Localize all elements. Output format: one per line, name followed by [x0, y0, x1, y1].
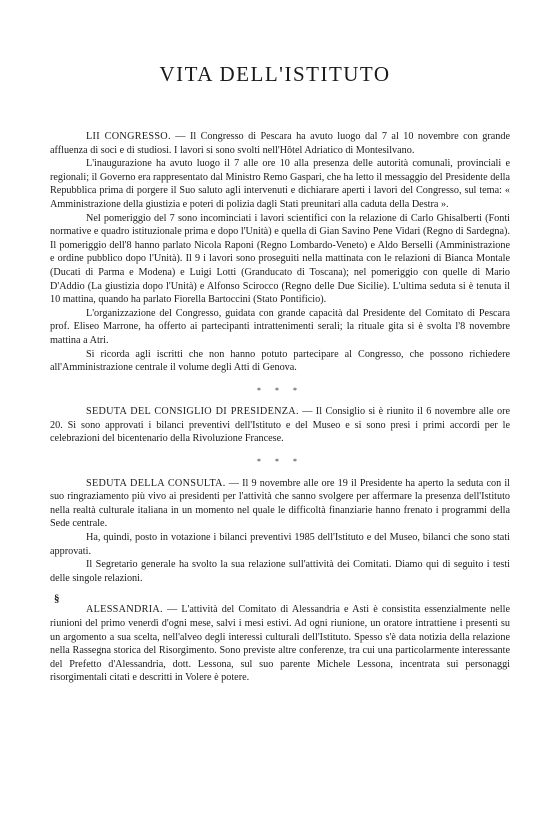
congresso-paragraph-1: [50, 130, 510, 157]
alessandria-paragraph: [50, 603, 510, 685]
congresso-heading: LII CONGRESSO.: [86, 131, 171, 142]
presidenza-text: — Il Consiglio si è riunito il 6 novembre alle ore 20. Si sono approvati i bilanci preventivi dell'Istituto e del Museo e si sono presi i primi accordi per le celebrazioni del bicentenario della Rivoluzione Francese.: [50, 406, 510, 445]
congresso-paragraph-3: Nel pomeriggio del 7 sono incominciati i lavori scientifici con la relazione di Carlo Ghisalberti (Fonti normative e quadro istituzionale prima e dopo l'Unità) e quella di Gian Savino Pene Vidari (Regno di Sardegna). Il pomeriggio dell'8 hanno parlato Nicola Raponi (Regno Lombardo-Veneto) e Aldo Berselli (Amministrazione e ordine pubblico dopo l'Unità). Il 9 i lavori sono proseguiti nella mattinata con le relazioni di Bianca Montale (Ducati di Parma e Modena) e Luigi Lotti (Granducato di Toscana); nel pomeriggio con quelle di Mario D'Addio (La giustizia dopo l'Unità) e Alfonso Scirocco (Regno delle Due Sicilie). L'ultima seduta si è tenuta il 10 mattina, quando ha parlato Fiorella Bartoccini (Stato Pontificio).: [50, 212, 510, 306]
presidenza-heading: SEDUTA DEL CONSIGLIO DI PRESIDENZA.: [86, 406, 299, 418]
section-mark: §: [54, 593, 60, 606]
consulta-paragraph-2: Ha, quindi, posto in votazione i bilanci preventivi 1985 dell'Istituto e del Museo, bilanci che sono stati approvati.: [50, 532, 510, 557]
congresso-paragraph-4: L'organizzazione del Congresso, guidata con grande capacità dal Presidente del Comitato di Pescara prof. Eliseo Marrone, ha offerto ai partecipanti intrattenimenti serali; la rituale gita si è svolta l'8 novembre mattina a Atri.: [50, 307, 510, 346]
congresso-text: — Il Congresso di Pescara ha avuto luogo dal 7 al 10 novembre con grande affluenza di soci e di studiosi. I lavori si sono svolti nell'Hôtel Adriatico di Montesilvano.: [50, 131, 511, 156]
document-body: [50, 130, 510, 685]
consulta-heading: SEDUTA DELLA CONSULTA.: [86, 477, 226, 489]
congresso-paragraph-5: Si ricorda agli iscritti che non hanno potuto partecipare al Congresso, che possono richiedere all'Amministrazione centrale il volume degli Atti di Genova.: [50, 348, 510, 374]
congresso-paragraph-2: L'inaugurazione ha avuto luogo il 7 alle ore 10 alla presenza delle autorità comunali, provinciali e regionali; il Governo era rappresentato dal Ministro Remo Gaspari, che ha letto il messaggio del Presidente della Repubblica prima di porgere il Suo saluto agli intervenuti e dichiarare aperti i lavori del Congresso, sul tema: « Amministrazione della giustizia e poteri di polizia dagli Stati preunitari alla caduta della Destra ».: [50, 158, 510, 210]
alessandria-heading: ALESSANDRIA.: [86, 604, 163, 616]
consulta-paragraph-3: Il Segretario generale ha svolto la sua relazione sull'attività dei Comitati. Diamo qui di seguito i testi delle singole relazioni.: [50, 559, 510, 584]
presidenza-paragraph: [50, 405, 510, 446]
alessandria-text: — L'attività del Comitato di Alessandria e Asti è consistita essenzialmente nelle riunioni del primo venerdì d'ogni mese, salvi i mesi estivi. Ad ogni riunione, un oratore intrattiene i presenti su un argomento a sua scelta, nell'alveo degli interessi culturali dell'Istituto. Spesso s'è data notizia della relazione nella Rassegna storica del Risorgimento. Sono previste altre conferenze, tra cui una particolarmente interessante del Prefetto d'Alessandria, dott. Lessona, sul suo parente Michele Lessona, incentrata sui personaggi risorgimentali citati e descritti in Volere è potere.: [50, 604, 510, 684]
page-title: VITA DELL'ISTITUTO: [159, 62, 391, 86]
consulta-paragraph-1: [50, 477, 510, 531]
section-separator-2: * * *: [257, 457, 303, 467]
consulta-text: — Il 9 novembre alle ore 19 il Presidente ha aperto la seduta con il suo ringraziamento più vivo ai presidenti per l'attività che sanno svolgere per affermare la presenza dell'Istituto nella realtà culturale italiana in un momento nel quale le difficoltà finanziarie hanno frenato i programmi della Sede centrale.: [50, 477, 510, 530]
section-separator-1: * * *: [257, 385, 303, 395]
